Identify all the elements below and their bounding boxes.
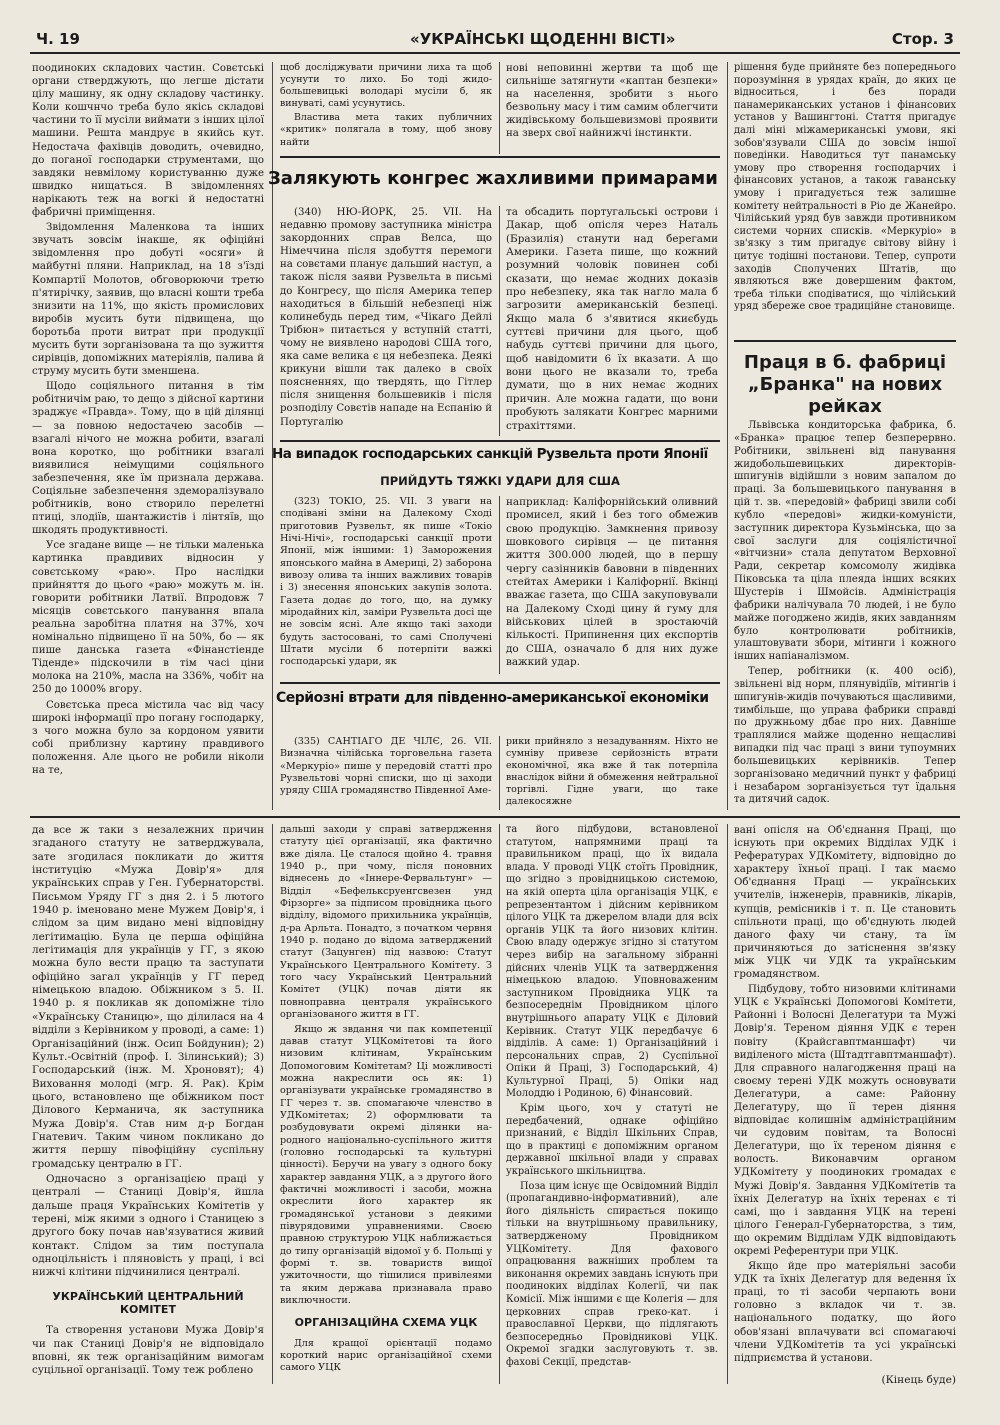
article-separator bbox=[280, 156, 720, 158]
paragraph: Крім цього, хоч у статуті не передбачений, однаке офіційно признаний, є Відділ Шкільних Справ, що в практиці є допоміжним органом державної шкільної влади у справах українського шкільництва. bbox=[506, 1103, 718, 1178]
bottom-column-4 bbox=[734, 824, 956, 1372]
japan-right-column bbox=[506, 496, 718, 674]
paragraph: Усе згадане вище — не тільки маленька картинка правдивих відносин у совєтському «раю». Про наслідки прийняття до цього «раю» можуть м. ін. говорити робітники Латвії. Впродовж 7 місяців совєтського панування впала реальна заробітна платня на 37%, хоч номінально підвищено її на 50%, бо — як пише данська газета «Фінанстіенде Тіденде» підскочили в тім часі ціни молока на 210%, масла на 336%, чобіт на 250 до 1000% вгору. bbox=[32, 540, 264, 696]
factory-article-body bbox=[734, 420, 956, 810]
headline-japan: На випадок господарських санкцій Рузвельта проти Японії bbox=[272, 446, 708, 462]
japan-left-column bbox=[280, 496, 492, 674]
paragraph: Звідомлення Маленкова та інших звучать зовсім інакше, як офіційні звідомлення про добуті «осяги» й майбутні пляни. Наприклад, на 18 з'їзді Компартії Молотов, обговорюючи третю п'ятирічку, заявив, що власні кошти треба знизити на 11%, що якість промислових виробів мусить бути підвищена, що боротьба проти витрат при продукції мусить бути зорганізована та що зужиття сирівців, допоміжних матеріялів, палива й струму мусить бути зменшена. bbox=[32, 222, 264, 378]
paragraph: наприклад: Каліфорнійський оливний промисел, який і без того обмежив свою продукцію. Замкнення привозу шовкового сирівця — це питання життя 300.000 людей, що в першу чергу сазінників бавовни в південних стейтах Америки і Каліфорнії. Вкінці вважає газета, що США закуповували на Далекому Сході цину й гуму для військових цілей в зростаючій кількості. Припинення цих експортів до США, означало б для них дуже важкий удар. bbox=[506, 496, 718, 669]
paragraph: дальші заходи у справі затвердження статуту цієї організації, яка фактично вже діяла. Це сталося щойно 4. травня 1940 р., при чому, після поновних віднесень до «Іннере-Фервальтунг» — Відділ «Бефельксруенгсвезен унд Фірзорге» за підписом провідника цього відділу, відомого прихильника українців, д-ра Арльта. Понадто, з початком червня 1940 р. подано до відома затверджений статут (Зацунген) під назвою: Статут Українського Центрального Комітету. З того часу Український Центральний Комітет (УЦК) почав діяти як повноправна централя українського організованого життя в ГГ. bbox=[280, 824, 492, 1021]
bottom-column-1 bbox=[32, 824, 264, 1384]
paragraph: Совєтська преса містила час від часу широкі інформації про погану господарку, з чого можна було за кордоном уявити собі приблизну картину правдивого положення. Але цього не робили ніколи на те, bbox=[32, 699, 264, 776]
section-heading-ucc: УКРАЇНСЬКИЙ ЦЕНТРАЛЬНИЙ КОМІТЕТ bbox=[52, 1289, 244, 1317]
column-divider bbox=[499, 496, 500, 674]
chile-left-column bbox=[280, 736, 492, 810]
section-separator bbox=[30, 816, 960, 818]
column-divider bbox=[272, 824, 273, 1384]
paragraph: Тепер, робітники (к. 400 осіб), звільнені від норм, плянувідіїв, мітингів і шпигунів-жидів почуваються щасливими, тимбільше, що управа фабрики справді по дружньому дбає про них. Давніше траплялися майже щоденно нещасливі випадки під час праці з вини тупоумних большевицьких керівників. Тепер зорганізовано медичний пункт у фабриці і незабаром зорганізується тут їдальня та дитячий садок. bbox=[734, 666, 956, 806]
paragraph: Підбудову, тобто низовими клітинами УЦК є Українські Допомогові Комітети, Районні і Волосні Делегатури та Мужі Довір'я. Тереном діяння УДК є терен повіту (Крайсгавптманшафт) чи виділеного міста (Штадтгавптманшафт). Для справного налагодження праці на своєму терені УДК можуть основувати Делегатури, а саме: Районну Делегатуру, що її терен діяння відповідає колишнім адміністраційним чи судовим повітам, та Волосні Делегатури, що їх тереном діяння є волость. Виконавчим органом УДКомітету у поодиноких громадах є Мужі Довір'я. Завдання УДКомітетів та їхніх Делегатур на їхніх теренах є ті самі, що і завдання УЦК на терені цілого Генерал-Губернаторства, з тим, що окремим Відділам УДК відповідають окремі Референтури при УЦК. bbox=[734, 984, 956, 1257]
paragraph: (335) САНТІАГО ДЕ ЧІЛЄ, 26. VII. Визначна чілійська торговельна газета «Меркуріо» пише у передовій статті про Рузвельтові чорні списки, що ці заходи уряду США громадянство Південної Аме- bbox=[280, 736, 492, 797]
paragraph: вані опісля на Об'єднання Праці, що існують при окремих Відділах УДК і Рефературах УДКомітету, відповідно до характеру їхньої праці. І так маємо Об'єднання Праці — українських учителів, інженерів, правників, лікарів, купців, ремісників і т. п. Це становить спільноти праці, що об'єднують людей даного фаху чи стану, та їм причиняються до затіснення зв'язку між УЦК чи УДК та українським громадянством. bbox=[734, 825, 956, 981]
paragraph: та обсадить португальські острови і Дакар, щоб опісля через Наталь (Бразилія) станути над берегами Америки. Газета пише, що кожний розумний чоловік повинен собі сказати, що немає жодних доказів про небезпеку, яка так нагло мала б загрозити американській безпеці. Якщо мала б з'явитися якиєбудь суттєві причини для цього, щоб набудь суттєві причини для цього, щоб навідомити 6 їх вказати. А що вони цього не вказали то, треба думати, що в них немає жодних причин. Але можна гадати, що вони пробують залякати Конгрес марними страхіттями. bbox=[506, 206, 718, 432]
top-column-3 bbox=[506, 62, 718, 150]
article-separator bbox=[734, 340, 956, 342]
paragraph: Поза цим існує ще Освідомний Відділ (пропагандивно-інформативний), але його діяльність спирається покищо тільки на внутрішньому правильнику, затвердженому Провідником УЦКомітету. Для фахового опрацювання важніших проблем та виконання окремих завдань існують при поодиноких відділах Колегії, чи пак Комісії. Між іншими є ще Колегія — для церковних справ греко-кат. і православної Церкви, що підлягають безпосередньо Провідникові УЦК. Окремої згадки заслуговують т. зв. фахові Секції, представ- bbox=[506, 1180, 718, 1368]
column-divider bbox=[727, 62, 728, 810]
bottom-column-2 bbox=[280, 824, 492, 1384]
paragraph: Та створення установи Мужа Довір'я чи пак Станиці Довір'я не відповідало вповні, як теж організаційним вимогам суцільної організації. Тому теж роблено bbox=[32, 1324, 264, 1377]
column-divider bbox=[499, 736, 500, 810]
top-column-1 bbox=[32, 62, 264, 808]
paragraph: нові неповинні жертви та щоб ще сильніше затягнути «каптан безпеки» на населення, зробити з нього безвольну масу і тим самим облегчити жидівському большевизмові проявити на зверх свої найнижчі інстинкти. bbox=[506, 63, 718, 140]
paragraph: рішення буде прийняте без попереднього порозуміння в урядах країн, до яких це відноситься, і без поради панамериканських установ і фінансових установ у Вашингтоні. Стаття пригадує далі міні міжамериканські умови, які зобов'язували США до зовсім іншої поведінки. Наводиться тут панамську умову про створення господарчих і фінансових установ, а також гаванську умову і пригадується теж залишне комітету нейтральності в Ріо де Жанейро. Чілійський уряд був завжди противником системи чорних списків. «Меркуріо» в зв'язку з тим пригадує світову війну і цитує тодішні постанови. Тепер, супроти заходів Сполучених Штатів, що являються вже довершеним фактом, треба тільки сподіватися, що чілійський уряд збереже свое традиційне становище. bbox=[734, 62, 956, 313]
paragraph: та його підбудови, встановленої статутом, напрямними праці та правильником праці, що їх видала влада. У проводі УЦК стоїть Провідник, що згідно з провідницькою системою, на якій оперта ціла організація УЦК, є репрезентантом і дійсним керівником цілого УЦК та джерелом влади для всіх органів УЦК та його низових клітин. Свою владу одержує згідно зі статутом через вибір на загальному зібранні дійсних членів УЦК та затвердження німецькою владою. Уповноваженим заступником Провідника УЦК та безпосереднім Провідником цілого внутрішнього апарату УЦК є Діловий Керівник. Статут УЦК передбачує 6 відділів. А саме: 1) Організаційний і персональних справ, 2) Суспільної Опіки й Праці, 3) Господарський, 4) Культурної Праці, 5) Опіки над Молоддю і Родиною, 6) Фінансовий. bbox=[506, 824, 718, 1100]
column-divider bbox=[727, 824, 728, 1384]
article-separator bbox=[280, 682, 720, 684]
paragraph: Якщо ж звдання чи пак компетенції давав статут УЦКомітетові та його низовим клітинам, Українським Допомоговим Комітетам? Ці можливості можна накреслити ось як: 1) організувати українське громадянство в ГГ через т. зв. спомагаюче членство в УДКомітетах; 2) оформлювати та розбудовувати окремі ділянки на-родного національно-суспільного життя (головно господарські та культурні цінності). Беручи на увагу з одного боку характер завдання УЦК, а з другого його фактичні можливості і засоби, можна окреслити його характер як громадянської установи з деякими півурядовими управнениями. Своєю правною структурою УЦК наближається до типу організацій відомої у б. Польщі у формі т. зв. товариств вищої ужиточности, що тішилися привілеями та яким держава признавала право виключности. bbox=[280, 1023, 492, 1307]
bottom-column-3 bbox=[506, 824, 718, 1384]
paragraph: да все ж таки з незалежних причин згаданого статуту не затверджувала, зате згодилася покликати до життя інституцію «Мужа Довір'я» для українських справ у Ген. Губернаторстві. Письмом Уряду ГГ з дня 2. і 5 лютого 1940 р. іменовано мене Мужем Довір'я, і слідом за цим видано мені відповідну легітимацію. Була це перша офіційна легітимація для українців у ГГ, з якою можна було вести працю та заступати офіційно загал українців у ГГ перед німецькою владою. Обіжником з 5. II. 1940 р. я покликав як допоміжне тіло «Українську Станицю», що ділилася на 4 відділи з Керівником у проводі, а саме: 1) Організаційний (інж. Осип Бойдунин); 2) Культ.-Освітній (проф. І. Зілинський); 3) Господарський (інж. М. Хроновят); 4) Виховання молоді (мгр. Я. Рак). Крім цього, встановлено ще обіжником пост Ділового Керманича, як заступника Мужа Довір'я. Став ним д-р Богдан Гнатевич. Таким чином покликано до життя першу півофіційну суспільну громадську централю в ГГ. bbox=[32, 824, 264, 1170]
paragraph: поодиноких складових частин. Совєтські органи стверджують, що легше дістати цілу машину, як одну складову частинку. Коли кошчнчо треба було якісь складові частини то її мусіли виймати з інших цілої машини. Решта мандрує в якийсь кут. Недостача фахівців доводить, очевидно, до поганої господарки струментами, що завдяки невмілому користуванню дуже швидко нищаться. В звідомленнях нарікають теж на вогкі й недостатні фабричні приміщення. bbox=[32, 63, 264, 219]
column-divider bbox=[499, 824, 500, 1384]
subhead-japan: ПРИЙДУТЬ ТЯЖКІ УДАРИ ДЛЯ США bbox=[380, 474, 620, 488]
paragraph: Якщо йде про матеріяльні засоби УДК та їхніх Делегатур для ведення їх праці, то ті засоби черпають вони головно з вкладок чи т. зв. національного податку, що його обов'язані вплачувати всі спомагаючі члени УДКомітетів та усі українські підприємства й установи. bbox=[734, 1261, 956, 1364]
congress-right-column bbox=[506, 206, 718, 436]
top-column-2 bbox=[280, 62, 492, 150]
paragraph: Щодо соціяльного питання в тім робітничім раю, то дещо з дійсної картини зраджує «Правда». Тому, що в цій ділянці — за повною недостачею засобів — взагалі нічого не можна робити, взагалі вона коротко, що робітники взагалі виявилися неімущими соціяльного забезпечення, яке їм признала держава. Соціяльне забезпечення здеморалізувало робітників, воно створило перелетні птиці, злодіїв, шантажистів і лінтяїв, що шкодять продуктивності. bbox=[32, 381, 264, 537]
page-number: Стор. 3 bbox=[891, 30, 954, 48]
chile-right-column bbox=[506, 736, 718, 810]
paragraph: (323) ТОКІО, 25. VII. З уваги на сподівані зміни на Далекому Сході приготовив Рузвельт, як пише «Токіо Нічі-Нічі», господарські санкції проти Японії, між іншими: 1) Заморожения японського майна в Америці, 2) заборона вивозу олива та інших важливих товарів і 3) знесення японських закупів золота. Газета додає до того, що, на думку міродайних кіл, заміри Рузвельта досі ще не зовсім ясні. Але якщо такі заходи будуть застосовані, то самі Сполучені Штати мусіли б потерпіти важкі господарські удари, як bbox=[280, 496, 492, 668]
paragraph: Одночасно з організацією праці у централі — Станиці Довір'я, йшла дальше праця Українських Комітетів у терені, між якими з одного і Станицею з другого боку почав нав'язуватися живий контакт. Слідом за тим поступала одноцільність і пляновість у праці, і всі нижчі клітини підчинилися централі. bbox=[32, 1172, 264, 1279]
headline-factory: Праця в б. фабриці „Бранка" на нових рейках bbox=[743, 352, 947, 417]
end-note: (Кінець буде) bbox=[881, 1374, 956, 1386]
column-divider bbox=[499, 62, 500, 154]
column-divider bbox=[499, 206, 500, 436]
section-heading-scheme: ОРГАНІЗАЦІЙНА СХЕМА УЦК bbox=[294, 1316, 478, 1330]
headline-chile: Серйозні втрати для південно-американської економіки bbox=[276, 690, 709, 706]
newspaper-title: «УКРАЇНСЬКІ ЩОДЕННІ ВІСТІ» bbox=[410, 30, 676, 48]
headline-congress: Залякують конгрес жахливими примарами bbox=[268, 168, 718, 189]
article-separator bbox=[280, 440, 720, 442]
top-column-4 bbox=[734, 62, 956, 332]
paragraph: Властива мета таких публичних «критик» полягала в тому, щоб знову найти bbox=[280, 112, 492, 148]
paragraph: Львівська кондиторська фабрика, б. «Бранка» працює тепер безперервно. Робітники, звільнені від панування жидобольшевицьких директорів-шпигунів відійшли з новим запалом до праці. За большевицького панування в цій т. зв. «передовій» фабриці звили собі кубло «передові» жидки-комуністи, заступник директора Кузьмінська, що за свої заслуги для соціялістичної «вітчизни» стала депутатом Верховної Ради, секретар комсомолу жидівка Піковська та ціла плеяда інших всяких Шустерів і Шмойсів. Адміністрація фабрики налічувала 70 людей, і не було майже погоджено жидів, яких завданням було контролювати робітників, улаштовувати збори, мітинги і кожного інших напіаналізмом. bbox=[734, 420, 956, 663]
paragraph: рики прийняло з незадуванням. Ніхто не сумніву привезе серйозність втрати економічної, яка вже й так потерпіла внаслідок війни й обмеження нейтральної торгівлі. Гідне уваги, що таке далекосяжне bbox=[506, 736, 718, 808]
masthead bbox=[30, 26, 960, 54]
page-issue-number: Ч. 19 bbox=[36, 30, 80, 48]
paragraph: Для кращої орієнтації подамо короткий нарис організаційної схеми самого УЦК bbox=[280, 1337, 492, 1374]
congress-left-column bbox=[280, 206, 492, 436]
paragraph: (340) НЮ-ЙОРК, 25. VII. На недавню промову заступника міністра закордонних справ Велса, що Німеччина після здобуття перемоги на совєтами планує дальший наступ, а також після заяви Рузвельта в письмі до Конгресу, що після Америка тепер находиться в більшій небезпеці ніж колинебудь перед тим, «Чікаго Дейлі Трібюн» питається у вступній статті, чому не виявлено народові США того, яка саме велика є ця небезпека. Деякі крикуни вішли так далеко в своїх поясненнях, що твердять, що Гітлер після знищення большевиків і після розподілу Совєтів нападе на Еспанію й Португалію bbox=[280, 207, 492, 428]
paragraph: щоб досліджувати причини лиха та щоб усунути то лихо. Бо тоді жидо-большевицькі володарі мусіли б, як винуваті, самі усунутись. bbox=[280, 62, 492, 110]
